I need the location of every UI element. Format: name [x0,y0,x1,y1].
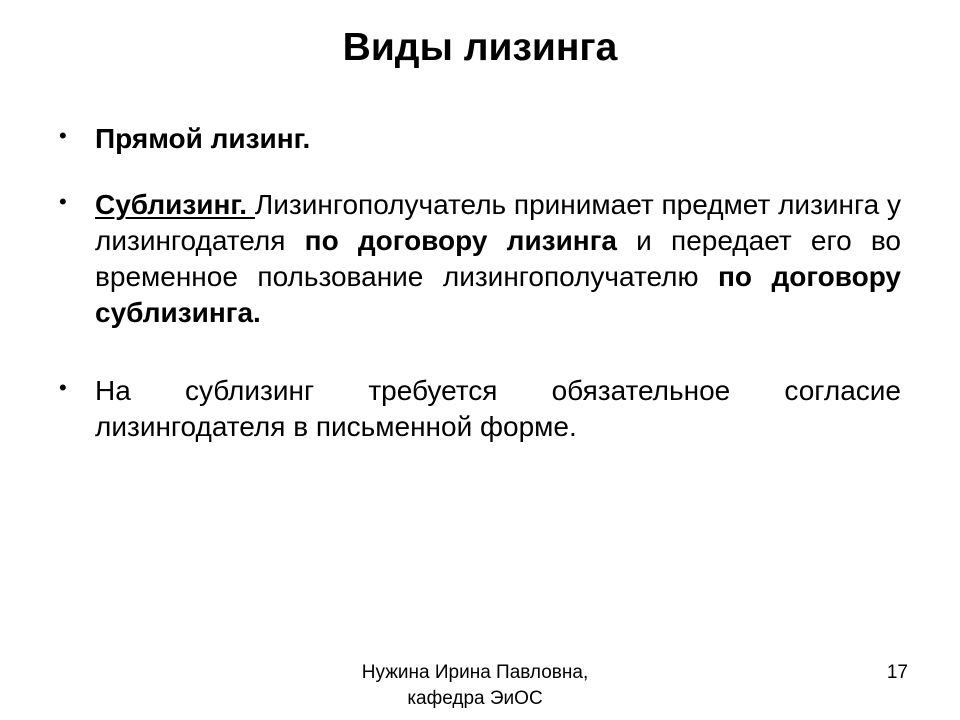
bullet-marker: • [59,375,67,400]
bullet-subleasing [59,187,901,331]
bullet-direct-leasing [59,121,901,157]
footer-department: кафедра ЭиОС [407,688,543,709]
subleasing-bold-lease-contract: по договору лизинга [304,225,617,256]
footer-author: Нужина Ирина Павловна, [361,662,589,683]
bullet-marker: • [59,189,67,214]
slide-footer [340,660,610,712]
bullet-list [59,121,901,445]
subleasing-bold-sublease-contract: по договору сублизинга. [95,261,901,328]
subleasing-term: Сублизинг. [95,189,255,220]
bullet-text: На сублизинг требуется обязательное согласие лизингодателя в письменной форме. [95,375,901,442]
bullet-consent [59,373,901,445]
bullet-text: Прямой лизинг. [95,123,311,154]
slide-title: Виды лизинга [342,26,618,69]
bullet-marker: • [59,123,67,148]
bullet-text [95,187,901,331]
subleasing-text-part-2: и передает его во временное пользование лизингополучателю [95,225,901,292]
page-number: 17 [886,662,908,683]
subleasing-text-part-1: Лизингополучатель принимает предмет лизинга у лизингодателя [95,189,901,256]
